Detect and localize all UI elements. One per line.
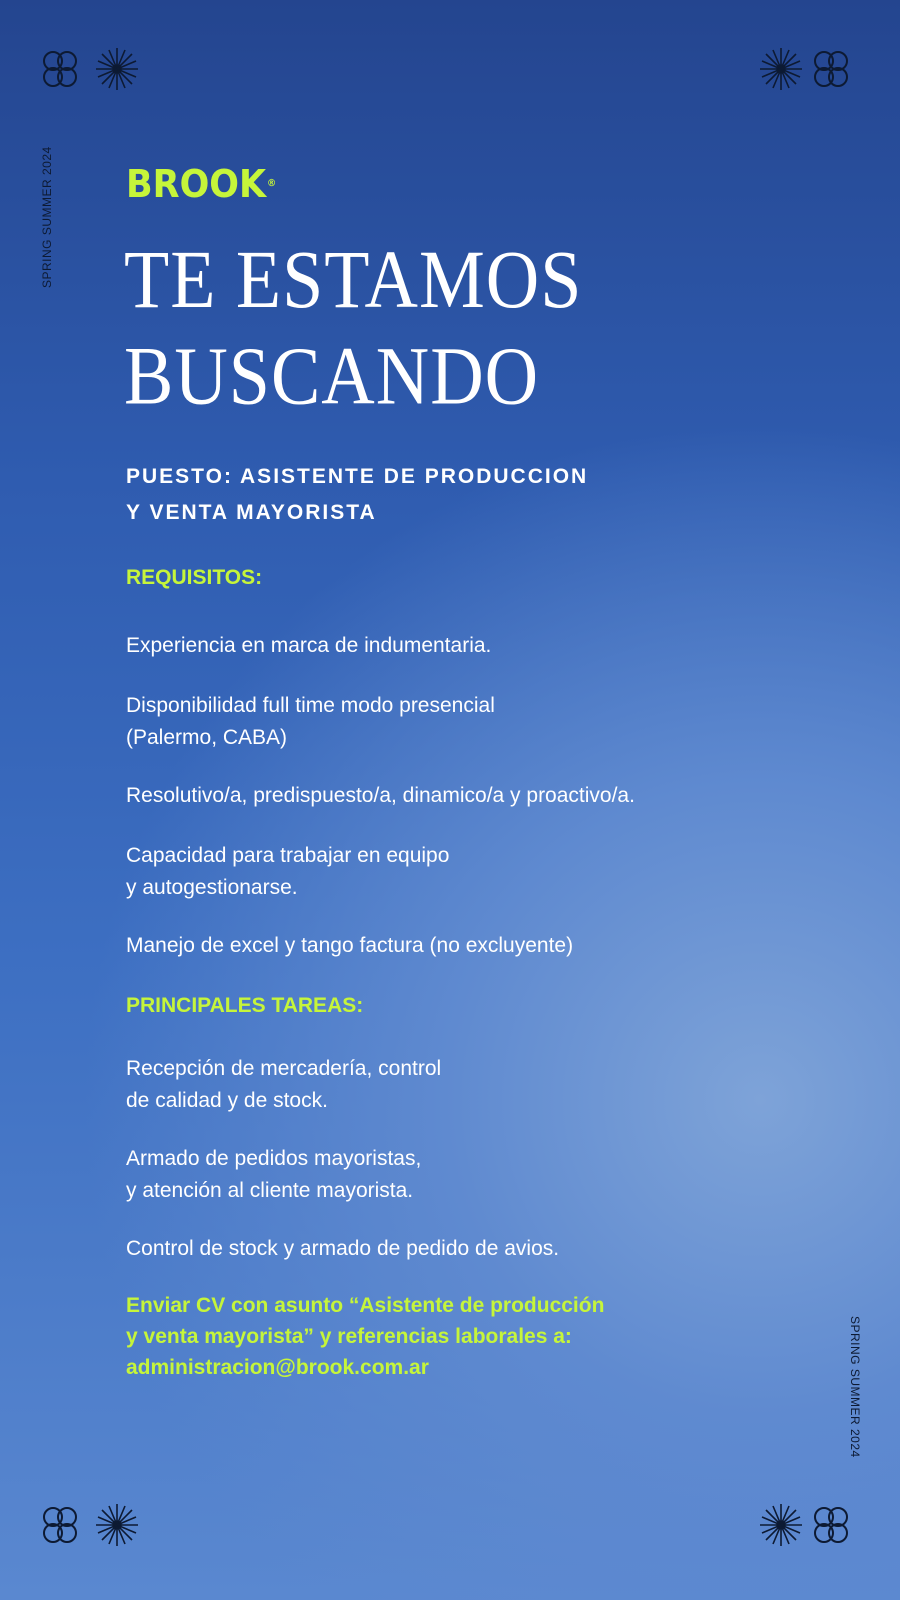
- requirement-item: [126, 840, 826, 904]
- corner-ornament-bottom-right: [758, 1504, 858, 1548]
- call-to-action: [126, 1290, 806, 1383]
- task-line: y atención al cliente mayorista.: [126, 1179, 414, 1202]
- requirement-line: y autogestionarse.: [126, 876, 298, 899]
- position-line-2: Y VENTA MAYORISTA: [126, 501, 377, 524]
- contact-email[interactable]: administracion@brook.com.ar: [126, 1356, 429, 1379]
- starburst-icon: [760, 48, 802, 90]
- requirements-heading: REQUISITOS:: [126, 566, 263, 589]
- starburst-icon: [96, 48, 138, 90]
- requirement-item: [126, 690, 826, 754]
- task-line: de calidad y de stock.: [126, 1089, 328, 1112]
- task-line: Recepción de mercadería, control: [126, 1057, 442, 1080]
- tasks-heading: PRINCIPALES TAREAS:: [126, 994, 364, 1017]
- starburst-icon: [96, 1504, 138, 1546]
- four-circle-flower-icon: [40, 48, 140, 92]
- corner-ornament-top-left: [40, 48, 140, 92]
- cta-line-2: y venta mayorista” y referencias laborales a:: [126, 1325, 572, 1348]
- side-label-left: SPRING SUMMER 2024: [40, 146, 54, 288]
- requirement-item: [126, 630, 826, 662]
- requirement-line: Manejo de excel y tango factura (no excluyente): [126, 934, 574, 957]
- requirement-line: (Palermo, CABA): [126, 726, 288, 749]
- side-label-right: SPRING SUMMER 2024: [848, 1316, 862, 1458]
- registered-mark: ®: [267, 178, 277, 189]
- four-circle-flower-icon: [815, 1508, 847, 1542]
- task-item: [126, 1053, 826, 1117]
- cta-line-1: Enviar CV con asunto “Asistente de producción: [126, 1294, 605, 1317]
- starburst-icon: [760, 1504, 802, 1546]
- requirement-line: Experiencia en marca de indumentaria.: [126, 634, 492, 657]
- logo-text: BROOK: [126, 162, 267, 206]
- requirement-item: [126, 780, 826, 812]
- corner-ornament-bottom-left: [40, 1504, 140, 1548]
- brand-logo: [126, 162, 276, 206]
- four-circle-flower-icon: [44, 1508, 76, 1542]
- requirement-line: Resolutivo/a, predispuesto/a, dinamico/a y proactivo/a.: [126, 784, 635, 807]
- job-position: [126, 459, 826, 531]
- requirement-line: Capacidad para trabajar en equipo: [126, 844, 450, 867]
- headline: [124, 232, 844, 425]
- task-item: [126, 1233, 826, 1265]
- corner-ornament-top-right: [758, 48, 858, 92]
- four-circle-flower-icon: [815, 52, 847, 86]
- headline-line-2: BUSCANDO: [124, 330, 540, 423]
- requirement-line: Disponibilidad full time modo presencial: [126, 694, 495, 717]
- task-line: Control de stock y armado de pedido de avios.: [126, 1237, 560, 1260]
- task-item: [126, 1143, 826, 1207]
- position-line-1: PUESTO: ASISTENTE DE PRODUCCION: [126, 465, 589, 488]
- headline-line-1: TE ESTAMOS: [124, 234, 583, 327]
- task-line: Armado de pedidos mayoristas,: [126, 1147, 422, 1170]
- requirement-item: [126, 930, 826, 962]
